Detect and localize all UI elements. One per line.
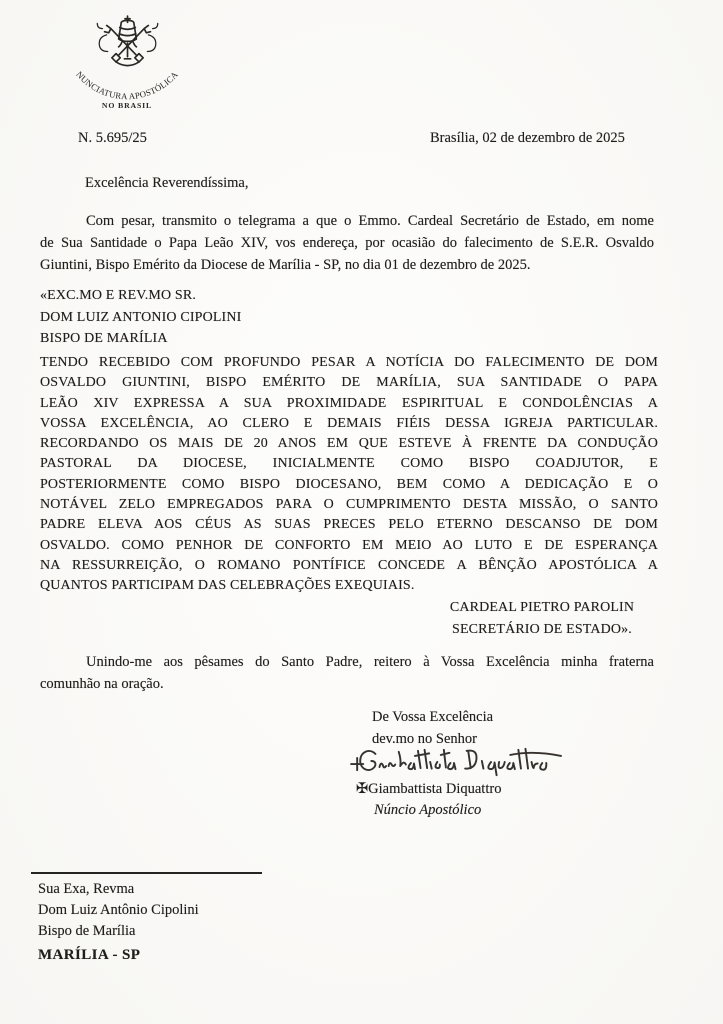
telegram-line: VOSSA EXCELÊNCIA, AO CLERO E DEMAIS FIÉIS DESSA IGREJA PARTICULAR. [40,415,658,431]
recipient-line: Dom Luiz Antônio Cipolini [38,902,199,918]
telegram-line: OSVALDO. COMO PENHOR DE CONFORTO EM MEIO AO LUTO E DE ESPERANÇA [40,537,658,553]
valediction-line-2: dev.mo no Senhor [372,730,477,747]
telegram-addressee [40,285,241,350]
recipient-block [38,879,199,942]
tiara-icon [119,20,137,41]
telegram-sender-title: SECRETÁRIO DE ESTADO». [452,621,632,637]
telegram-sender-name: CARDEAL PIETRO PAROLIN [449,600,635,615]
reference-number: N. 5.695/25 [78,130,147,146]
papal-coat-of-arms [66,14,188,112]
nunciature-letterhead [66,14,188,112]
salutation: Excelência Reverendíssima, [85,175,249,191]
addressee-line: DOM LUIZ ANTONIO CIPOLINI [40,309,242,325]
letter-line: de Sua Santidade o Papa Leão XIV, vos endereça, por ocasião do falecimento de S.E.R. Osvaldo [40,235,654,251]
telegram-line: NA RESSURREIÇÃO, O ROMANO PONTÍFICE CONCEDE A BÊNÇÃO APOSTÓLICA A [40,557,658,573]
telegram-line: POSTERIORMENTE COMO BISPO DIOCESANO, BEM COMO A DEDICAÇÃO E O [40,476,658,492]
signatory-title: Núncio Apostólico [374,802,482,818]
closing-paragraph [40,651,654,695]
letter-line: Unindo-me aos pêsames do Santo Padre, reitero à Vossa Excelência minha fraterna [86,654,654,670]
place-date: Brasília, 02 de dezembro de 2025 [430,130,625,146]
telegram-line: LEÃO XIV EXPRESSA A SUA PROXIMIDADE ESPIRITUAL E CONDOLÊNCIAS A [40,395,658,411]
letter-line: comunhão na oração. [40,676,164,692]
telegram-line: PADRE ELEVA AOS CÉUS AS SUAS PRECES PELO ETERNO DESCANSO DE DOM [40,517,658,533]
addressee-line: BISPO DE MARÍLIA [40,331,168,346]
letter-line: Com pesar, transmito o telegrama a que o Emmo. Cardeal Secretário de Estado, em nome [86,213,654,229]
telegram-sender [432,597,652,640]
recipient-divider [31,872,262,874]
letterhead-subtext: NO BRASIL [101,100,153,110]
valediction-line-1: De Vossa Excelência [372,709,494,725]
telegram-line: RECORDANDO OS MAIS DE 20 ANOS EM QUE ESTEVE À FRENTE DA CONDUÇÃO [40,436,658,452]
handwritten-signature [345,742,563,782]
recipient-line: Sua Exa, Revma [38,881,135,897]
addressee-line: «EXC.MO E REV.MO SR. [40,288,196,303]
telegram-line: TENDO RECEBIDO COM PROFUNDO PESAR A NOTÍCIA DO FALECIMENTO DE DOM [40,355,658,370]
telegram-line: PASTORAL DA DIOCESE, INICIALMENTE COMO BISPO COADJUTOR, E [40,456,658,472]
letter-line: Giuntini, Bispo Emérito da Diocese de Marília - SP, no dia 01 de dezembro de 2025. [40,257,531,273]
intro-paragraph [40,210,654,276]
telegram-message [40,353,658,597]
telegram-line: NOTÁVEL ZELO EMPREGADOS PARA O CUMPRIMENTO DESTA MISSÃO, O SANTO [40,497,658,513]
telegram-line: QUANTOS PARTICIPAM DAS CELEBRAÇÕES EXEQUIAIS. [40,578,415,594]
svg-text:NUNCIATURA APOSTÓLICA [74,69,180,101]
recipient-line: Bispo de Marília [38,923,136,939]
letterhead-arc-text: NUNCIATURA APOSTÓLICA [74,69,180,102]
cross-icon [125,16,130,22]
telegram-line: OSVALDO GIUNTINI, BISPO EMÉRITO DE MARÍLIA, SUA SANTIDADE O PAPA [40,375,658,391]
recipient-city: MARÍLIA - SP [38,947,141,963]
signatory-name: ✠Giambattista Diquattro [356,781,502,797]
